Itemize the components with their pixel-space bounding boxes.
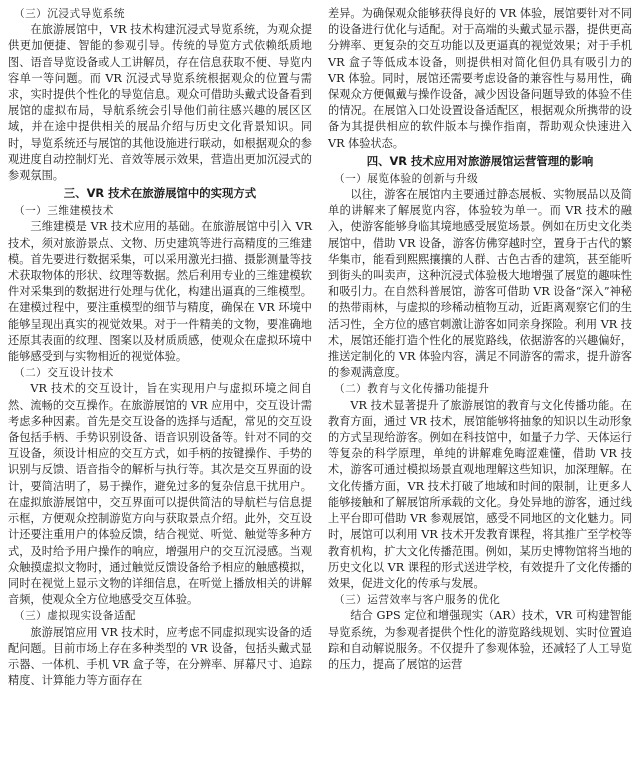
- section-heading-impact: 四、VR 技术应用对旅游展馆运营管理的影响: [366, 153, 594, 168]
- paragraph-device-adaptation-cont: 差异。为确保观众能够获得良好的 VR 体验，展馆要针对不同的设备进行优化与适配。对于高端的头戴式显示器，提供更高分辨率、更复杂的交互功能以及更逼真的视觉效果；对于手机 VR 盒子等低成本设备，则提供相对简化但仍具有吸引力的 VR 体验。同时，展馆还需要考虑设备的兼容性与易用性，确保观众方便佩戴与操作设备，减少因设备问题导致的体验不佳的情况。在展馆入口处设置设备适配区，根据观众所携带的设备为其提供相应的软件版本与操作指南，帮助观众快速进入 VR 体验状态。: [328, 7, 632, 150]
- paragraph-3d-modeling: 三维建模是 VR 技术应用的基础。在旅游展馆中引入 VR 技术，须对旅游景点、文物、历史建筑等进行高精度的三维建模。首先要进行数据采集，可以采用激光扫描、摄影测量等技术获取物体的形状、纹理等数据。然后利用专业的三维建模软件对采集到的数据进行处理与优化，构建出逼真的三维模型。在建模过程中，要注重模型的细节与精度，确保在 VR 环境中能够呈现出真实的视觉效果。对于一件精美的文物，要准确地还原其表面的纹理、图案以及材质质感，使观众在虚拟环境中能够感受到与实物相近的视觉体验。: [8, 220, 312, 364]
- subheading-exhibition-experience: （一）展览体验的创新与升级: [334, 172, 479, 185]
- subheading-operations-service: （三）运营效率与客户服务的优化: [334, 594, 501, 607]
- subheading-immersive-guide: （三）沉浸式导览系统: [14, 8, 125, 20]
- paragraph-device-adaptation: 旅游展馆应用 VR 技术时，应考虑不同虚拟现实设备的适配问题。目前市场上存在多种类型的 VR 设备，包括头戴式显示器、一体机、手机 VR 盒子等，在分辨率、屏幕尺寸、追踪精度、计算能力等方面存在: [8, 625, 312, 688]
- subheading-interaction-design: （二）交互设计技术: [14, 367, 114, 380]
- subheading-device-adaptation: （三）虚拟现实设备适配: [14, 610, 137, 623]
- paragraph-exhibition-experience: 以往，游客在展馆内主要通过静态展板、实物展品以及简单的讲解来了解展览内容，体验较为单一。而 VR 技术的融入，使游客能够身临其境地感受展览场景。例如在历史文化类展馆中，借助 VR 设备，游客仿佛穿越时空，置身于古代的繁华集市，能看到熙熙攘攘的人群、古色古香的建筑，甚至能听到街头的叫卖声，这种沉浸式体验极大地增强了展览的趣味性和吸引力。在自然科普展馆，游客可借助 VR 设备“深入”神秘的热带雨林，与虚拟的珍稀动植物互动，近距离观察它们的生活习性，全方位的感官刺激让游客如同亲身探险。利用 VR 技术，展馆还能打造个性化的展览路线，依据游客的兴趣偏好，推送定制化的 VR 体验内容，满足不同游客的需求，提升游客的参观满意度。: [328, 188, 632, 380]
- left-column: [8, 6, 312, 777]
- paragraph-immersive-guide: 在旅游展馆中，VR 技术构建沉浸式导览系统，为观众提供更加便捷、智能的参观引导。传统的导览方式依赖纸质地图、语音导览设备或人工讲解员，存在信息获取不便、导览内容单一等问题。而 VR 沉浸式导览系统根据观众的位置与需求，实时提供个性化的导览信息。观众可借助头戴式设备看到展馆的虚拟布局，导航系统会引导他们前往感兴趣的展区区域，并在途中提供相关的展品介绍与历史文化背景知识。同时，导览系统还与展馆的其他设施进行联动，如根据观众的参观进度自动控制灯光、音效等展示效果，营造出更加沉浸式的参观氛围。: [8, 23, 312, 183]
- paragraph-education-culture: VR 技术显著提升了旅游展馆的教育与文化传播功能。在教育方面，通过 VR 技术，展馆能够将抽象的知识以生动形象的方式呈现给游客。例如在科技馆中，如量子力学、天体运行等复杂的科学原理，单纯的讲解难免晦涩难懂，借助 VR 技术，游客可通过模拟场景直观地理解这些知识，加深理解。在文化传播方面，VR 技术打破了地域和时间的限制，让更多人能够接触和了解展馆所承载的文化。身处异地的游客，通过线上平台即可借助 VR 参观展馆，感受不同地区的文化魅力。同时，展馆可以利用 VR 技术开发教育课程，将其推广至学校等教育机构，扩大文化传播范围。例如，某历史博物馆将当地的历史文化以 VR 课程的形式送进学校，有效提升了文化传播的效果，促进文化的传承与发展。: [328, 398, 632, 590]
- section-heading-implementation: 三、VR 技术在旅游展馆中的实现方式: [63, 186, 257, 201]
- right-column: [328, 6, 632, 777]
- subheading-3d-modeling: （一）三维建模技术: [14, 205, 114, 218]
- paragraph-operations-service: 结合 GPS 定位和增强现实（AR）技术，VR 可构建智能导览系统，为参观者提供个性化的游览路线规划、实时位置追踪和自动解说服务。不仅提升了参观体验，还减轻了人工导览的压力，提高了展馆的运营: [328, 609, 632, 671]
- paragraph-interaction-design: VR 技术的交互设计，旨在实现用户与虚拟环境之间自然、流畅的交互操作。在旅游展馆的 VR 应用中，交互设计需考虑多种因素。首先是交互设备的选择与适配，常见的交互设备包括手柄、手势识别设备、语音识别设备等。针对不同的交互设备，须设计相应的交互方式，如手柄的按键操作、手势的识别与反馈、语音指令的解析与执行等。其次是交互界面的设计，要简洁明了，易于操作，避免过多的复杂信息干扰用户。在虚拟旅游展馆中，交互界面可以提供简洁的导航栏与信息提示框，方便观众控制游览方向与获取景点介绍。此外，交互设计还要注重用户的体验反馈，结合视觉、听觉、触觉等多种方式，及时给予用户操作的响应，增强用户的交互沉浸感。当观众触摸虚拟文物时，通过触觉反馈设备给予相应的触感模拟，同时在视觉上显示文物的详细信息，在听觉上播放相关的讲解音频，使观众全方位地感受交互体验。: [8, 382, 312, 607]
- subheading-education-culture: （二）教育与文化传播功能提升: [334, 383, 490, 396]
